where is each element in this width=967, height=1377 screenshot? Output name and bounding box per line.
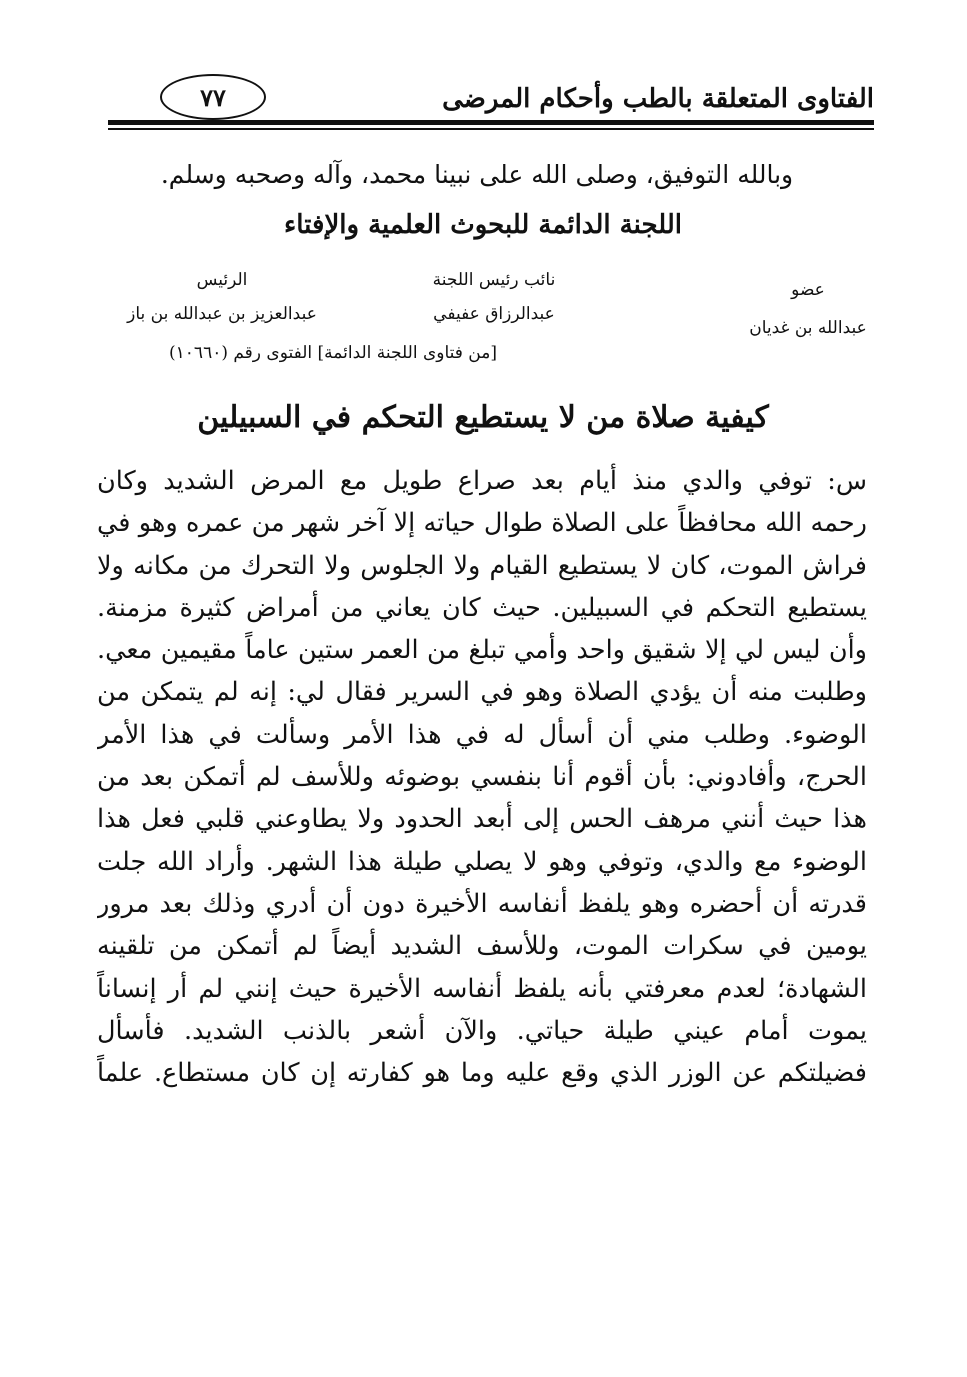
signature-chair-role: الرئيس	[196, 270, 248, 290]
paragraph-line: قدرته أن أحضره وهو يلفظ أنفاسه الأخيرة دون أن أدري وذلك بعد مرور	[97, 888, 867, 919]
paragraph-line: يموت أمام عيني طيلة حياتي. والآن أشعر بالذنب الشديد. فأسأل	[97, 1015, 867, 1046]
paragraph-line: الوضوء مع والدي، وتوفي وهو لا يصلي طيلة هذا الشهر. وأراد الله جلت	[97, 846, 867, 877]
paragraph-line: وطلبت منه أن يؤدي الصلاة وهو في السرير فقال لي: إنه لم يتمكن من	[97, 677, 867, 708]
signature-vice-chair	[409, 270, 579, 324]
paragraph-line: يستطيع التحكم في السبيلين. حيث كان يعاني من أمراض كثيرة مزمنة.	[97, 592, 867, 623]
paragraph-line: فضيلتكم عن الوزر الذي وقع عليه وما هو كفارته إن كان مستطاع. علماً	[97, 1058, 867, 1089]
section-heading: كيفية صلاة من لا يستطيع التحكم في السبيلين	[197, 400, 769, 435]
paragraph-line: الحرج، وأفادوني: بأن أقوم أنا بنفسي بوضوئه وللأسف لم أتمكن بعد من	[97, 762, 867, 793]
question-paragraph	[97, 460, 867, 1094]
signature-vice-chair-name: عبدالرزاق عفيفي	[433, 304, 555, 324]
header-rule-thick	[108, 120, 874, 125]
signature-member	[733, 280, 883, 338]
paragraph-line: س: توفي والدي منذ أيام بعد صراع طويل مع المرض الشديد وكان	[97, 466, 867, 496]
page-number: ٧٧	[200, 82, 226, 112]
paragraph-line: هذا حيث أنني مرهف الحس إلى أبعد الحدود ولا يطاوعني قلبي فعل هذا	[97, 804, 867, 835]
committee-name: اللجنة الدائمة للبحوث العلمية والإفتاء	[284, 210, 682, 240]
signature-member-role: عضو	[791, 280, 825, 300]
page-number-oval	[160, 74, 266, 120]
paragraph-line: فراش الموت، كان لا يستطيع القيام ولا الجلوس ولا التحرك من مكانه ولا	[97, 550, 867, 581]
signature-chair-name: عبدالعزيز بن عبدالله بن باز	[127, 304, 317, 324]
header-rule-thin	[108, 128, 874, 130]
fatwa-reference: [من فتاوى اللجنة الدائمة] الفتوى رقم (١٠٦٦٠)	[169, 343, 497, 363]
running-title: الفتاوى المتعلقة بالطب وأحكام المرضى	[442, 84, 874, 114]
paragraph-line: رحمه الله محافظاً على الصلاة طوال حياته إلا آخر شهر من عمره وهو في	[97, 508, 867, 539]
signature-vice-chair-role: نائب رئيس اللجنة	[432, 270, 556, 290]
signature-chair	[117, 270, 327, 324]
closing-prayer: وبالله التوفيق، وصلى الله على نبينا محمد، وآله وصحبه وسلم.	[160, 160, 794, 189]
paragraph-line: الوضوء. وطلب مني أن أسأل له في هذا الأمر وسألت في هذا الأمر	[97, 719, 867, 750]
paragraph-line: وأن ليس لي إلا شقيق واحد وأمي تبلغ من العمر ستين عاماً مقيمين معي.	[97, 635, 867, 666]
paragraph-line: الشهادة؛ لعدم معرفتي بأنه يلفظ أنفاسه الأخيرة حيث إنني لم أر إنساناً	[97, 973, 867, 1004]
signature-member-name: عبدالله بن غديان	[749, 318, 867, 338]
paragraph-line: يومين في سكرات الموت، وللأسف الشديد أيضاً لم أتمكن من تلقينه	[97, 931, 867, 962]
